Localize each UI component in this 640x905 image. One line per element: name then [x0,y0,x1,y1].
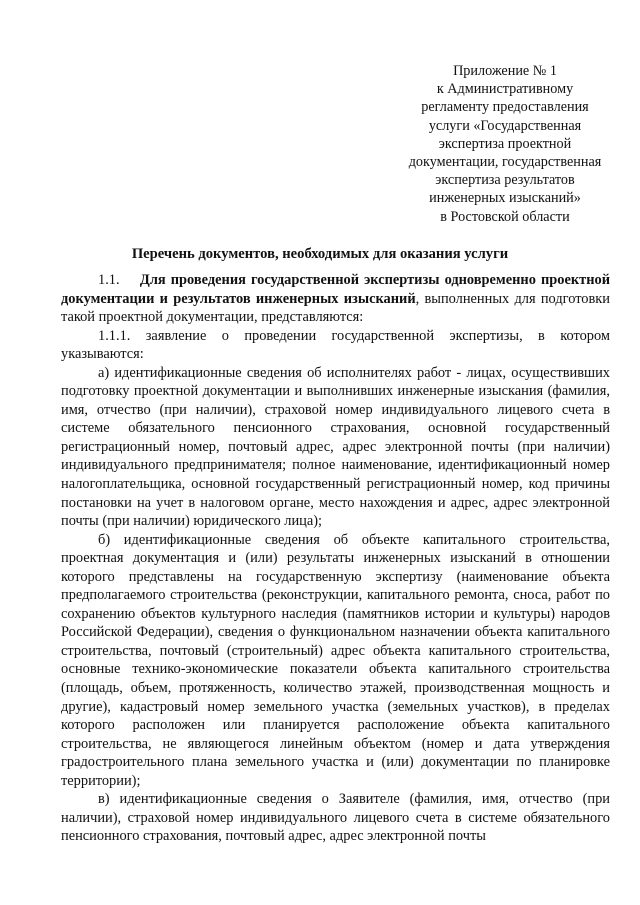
appendix-line: инженерных изысканий» [429,190,581,207]
appendix-line: экспертиза проектной [438,135,572,152]
section-1-1 [61,271,610,327]
paragraph-v: в) идентификационные сведения о Заявителе (фамилия, имя, отчество (при наличии), страховой номер индивидуального лицевого счета в системе обязательного пенсионного страхования, почтовый адрес, адрес электронной почты [61,791,610,845]
paragraph-b: б) идентификационные сведения об объекте капитального строительства, проектная документация и (или) результаты инженерных изысканий в отношении которого представлены на государственную экспертизу (наименование объекта предполагаемого строительства (реконструкции, капитального ремонта, сноса, работ по сохранению объектов культурного наследия (памятников истории и культуры) народов Российской Федерации), сведения о функциональном назначении объекта капитального строительства, почтовый (строительный) адрес объекта капитального строительства, основные технико-экономические показатели объекта капитального строительства (площадь, объем, протяженность, количество этажей, производственная мощность и другие), кадастровый номер земельного участка (земельных участков), в пределах которого расположен или планируется расположение объекта капитального строительства, не являющегося линейным объектом (номер и дата утверждения градостроительного плана земельного участка и (или) документации по планировке территории); [61,531,610,789]
paragraph-a: а) идентификационные сведения об исполнителях работ - лицах, осуществивших подготовку проектной документации и выполнивших инженерные изыскания (фамилия, имя, отчество (при наличии), страховой номер индивидуального лицевого счета в системе обязательного пенсионного страхования, основной государственный регистрационный номер, почтовый адрес, адрес электронной почты (при наличии) индивидуального предпринимателя; полное наименование, идентификационный номер налогоплательщика, основной государственный регистрационный номер, код причины постановки на учет в налоговом органе, место нахождения и адрес, адрес электронной почты (при наличии) юридического лица); [61,364,610,530]
appendix-line: документации, государственная [408,154,602,171]
appendix-line: к Административному [436,81,574,98]
appendix-line: в Ростовской области [440,208,570,225]
section-number: 1.1. [98,272,120,288]
paragraph-1-1-1: 1.1.1. заявление о проведении государственной экспертизы, в котором указываются: [61,327,610,363]
appendix-line: экспертиза результатов [435,172,575,189]
appendix-header [390,62,620,226]
appendix-line: регламенту предоставления [421,99,589,116]
document-title: Перечень документов, необходимых для оказания услуги [131,246,509,262]
appendix-line: Приложение № 1 [453,63,557,79]
document-body [61,271,610,846]
section-bold-text: Для проведения государственной экспертизы одновременно проектной документации и результатов инженерных изысканий [61,272,610,307]
section-rest-text: , выполненных для подготовки такой проектной документации, представляются: [61,290,610,326]
appendix-line: услуги «Государственная [428,117,582,134]
